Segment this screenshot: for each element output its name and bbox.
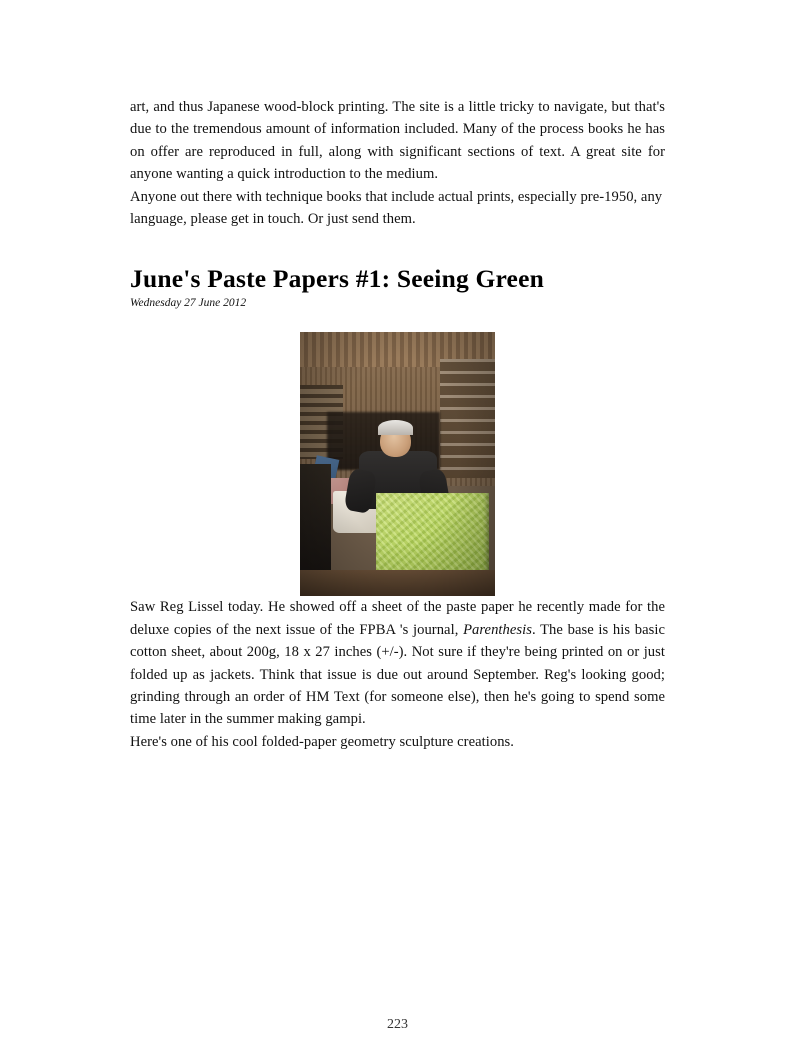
paragraph-request: Anyone out there with technique books that include actual prints, especially pre-1950, any language, please get in touch. Or just send them. (130, 188, 663, 228)
article-body-part-one: Saw Reg Lissel today. He showed off a sheet of the paste paper he recently made for the deluxe copies of the next issue of the FPBA 's journal, (130, 599, 665, 638)
article-body-part-two: . The base is his basic cotton sheet, about 200g, 18 x 27 inches (+/-). Not sure if they're being printed on or just folded up as jackets. Think that issue is due out around September. Reg's looking good; grinding through an order of HM Text (for someone else), then he's going to spend some time later in the summer making gampi. (130, 621, 665, 728)
journal-name: Parenthesis (463, 621, 532, 638)
article-date: Wednesday 27 June 2012 (130, 297, 247, 310)
article-heading-block (130, 264, 665, 310)
page-content (130, 96, 665, 753)
paragraph-continued: art, and thus Japanese wood-block printing. The site is a little tricky to navigate, but that's due to the tremendous amount of information included. Many of the process books he has on offer are reproduced in full, along with significant sections of text. A great site for anyone wanting a quick introduction to the medium. (130, 99, 665, 183)
paragraph-closing: Here's one of his cool folded-paper geometry sculpture creations. (130, 733, 514, 750)
article-figure (130, 332, 665, 596)
article-title: June's Paste Papers #1: Seeing Green (130, 264, 544, 294)
paragraph-article-body (130, 596, 665, 730)
photo-vignette (300, 332, 495, 596)
workshop-photo (300, 332, 495, 596)
page-number: 223 (387, 1017, 408, 1032)
